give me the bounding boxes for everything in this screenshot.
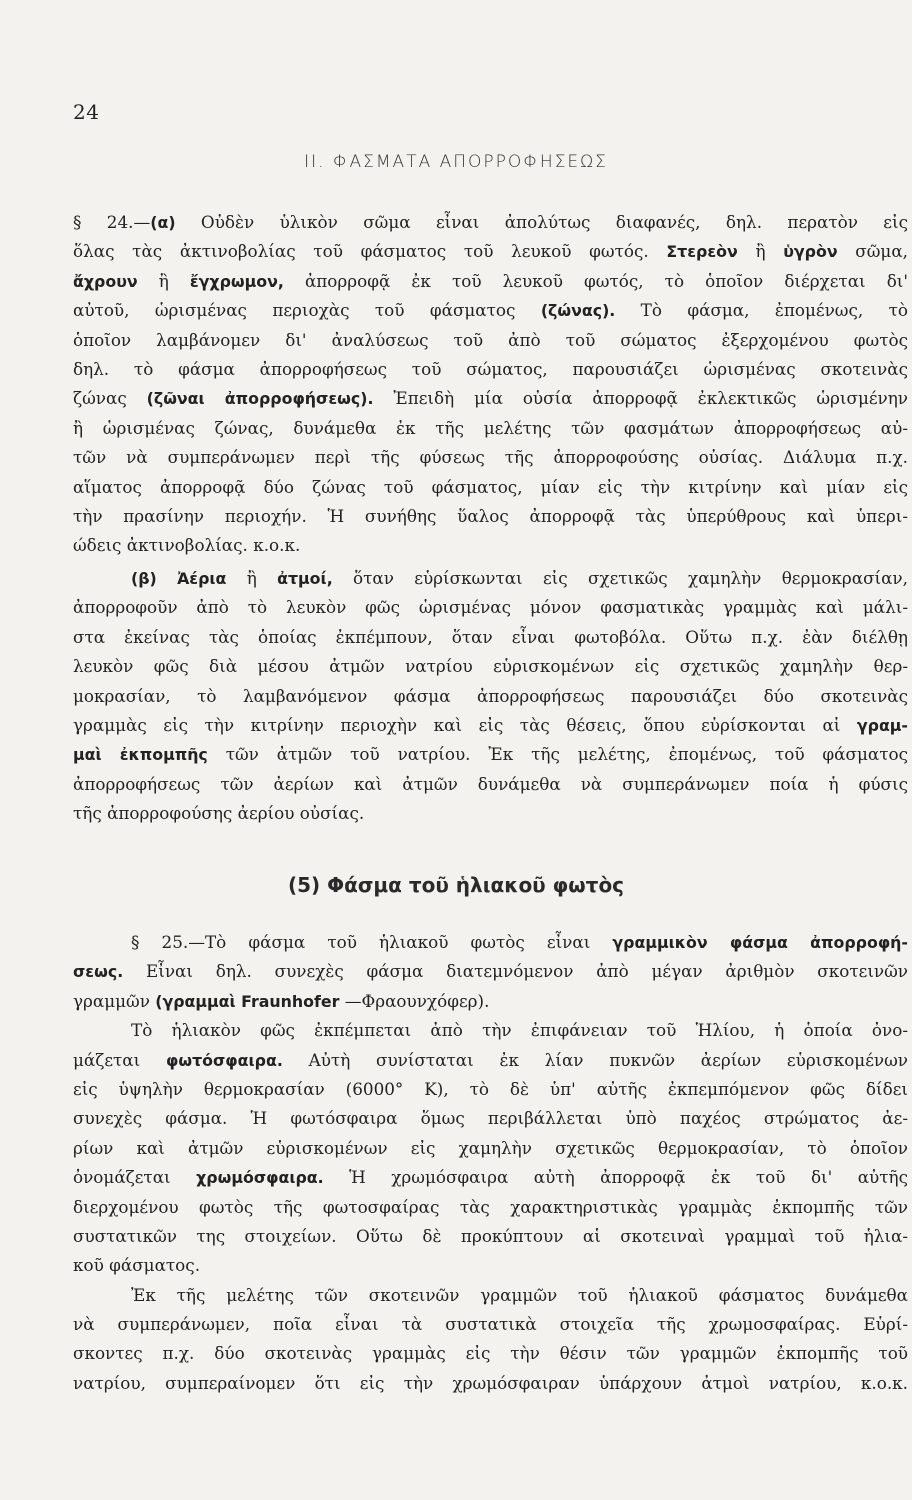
text-line (73, 799, 908, 828)
bold-term: ὑγρὸν (783, 242, 838, 262)
text-run: συστατικῶν της στοιχείων. Οὕτω δὲ προκύπτουν αἱ σκοτειναὶ γραμμαὶ τοῦ ἡλια- (73, 1225, 908, 1246)
paragraph-24-alpha (73, 208, 908, 561)
text-run: τῶν ἀτμῶν τοῦ νατρίου. Ἐκ τῆς μελέτης, ἐπομένως, τοῦ φάσματος (207, 744, 908, 765)
text-line (73, 1104, 908, 1133)
text-run: Ἐπειδὴ μία οὐσία ἀπορροφᾷ ἐκλεκτικῶς ὡρισμένην (373, 388, 908, 409)
text-run: τῶν νὰ συμπεράνωμεν περὶ τῆς φύσεως τῆς ἀπορροφούσης οὐσίας. Διάλυμα π.χ. (73, 447, 908, 468)
text-run: Αὐτὴ συνίσταται ἐκ λίαν πυκνῶν ἀερίων εὑρισκομένων (282, 1049, 908, 1070)
text-line (73, 1339, 908, 1368)
text-run: γραμμὰς εἰς τὴν κιτρίνην περιοχὴν καὶ εἰς τὰς θέσεις, ὅπου εὑρίσκονται αἱ (73, 714, 857, 735)
text-run: ώδεις ἀκτινοβολίας. κ.ο.κ. (73, 535, 301, 556)
bold-term: (ζῶναι ἀπορροφήσεως). (146, 389, 374, 409)
text-run: Ἐκ τῆς μελέτης τῶν σκοτεινῶν γραμμῶν τοῦ ἡλιακοῦ φάσματος δυνάμεθα (131, 1284, 908, 1305)
text-run: ἢ (226, 568, 278, 588)
text-line (73, 531, 908, 560)
paragraph-24-beta (73, 564, 908, 829)
text-line (73, 267, 908, 296)
text-run: σκοντες π.χ. δύο σκοτεινὰς γραμμὰς εἰς τὴν θέσιν τῶν γραμμῶν ἐκπομπῆς τοῦ (73, 1343, 908, 1364)
paragraph-25 (73, 928, 908, 1398)
text-run: στα ἐκείνας τὰς ὁποίας ἐκπέμπουν, ὅταν εἶναι φωτοβόλα. Οὕτω π.χ. ἐὰν διέλθῃ (73, 626, 908, 647)
text-run: Οὐδὲν ὑλικὸν σῶμα εἶναι ἀπολύτως διαφανές, δηλ. περατὸν εἰς (175, 212, 908, 232)
text-run: ἢ (137, 270, 190, 291)
text-run: ὁποῖον λαμβάνομεν δι' ἀναλύσεως τοῦ ἀπὸ τοῦ σώματος ἐξερχομένου φωτὸς (73, 329, 908, 350)
text-run: § 25.—Τὸ φάσμα τοῦ ἡλιακοῦ φωτὸς εἶναι (131, 932, 613, 952)
text-line (73, 414, 908, 443)
text-run: αἵματος ἀπορροφᾷ δύο ζώνας τοῦ φάσματος, μίαν εἰς τὴν κιτρίνην καὶ μίαν εἰς (73, 476, 908, 497)
text-run: ρίων καὶ ἀτμῶν εὑρισκομένων εἰς χαμηλὴν σχετικῶς θερμοκρασίαν, τὸ ὁποῖον (73, 1137, 908, 1158)
text-line (73, 928, 908, 957)
text-line (73, 1281, 908, 1310)
bold-term: μαὶ ἐκπομπῆς (73, 745, 208, 765)
subheading-solar-spectrum: (5) Φάσμα τοῦ ἡλιακοῦ φωτὸς (287, 873, 625, 897)
page-number: 24 (73, 100, 100, 124)
text-line (73, 1310, 908, 1339)
bold-term: φωτόσφαιρα. (165, 1050, 283, 1070)
text-run: ὅταν εὑρίσκωνται εἰς σχετικῶς χαμηλὴν θερμοκρασίαν, (332, 568, 908, 588)
text-run: τὴν πρασίνην περιοχήν. Ἡ συνήθης ὕαλος ἀπορροφᾷ τὰς ὑπερύθρους καὶ ὑπερι- (73, 505, 908, 526)
bold-term: Στερεὸν (666, 242, 738, 262)
text-run: αὐτοῦ, ὡρισμένας περιοχὰς τοῦ φάσματος (73, 300, 541, 321)
text-line (73, 682, 908, 711)
bold-term: γραμμικὸν φάσμα ἀπορροφή- (612, 933, 908, 952)
bold-term: (β) (131, 569, 157, 588)
text-line (73, 564, 908, 593)
bold-term: (ζώνας). (540, 301, 616, 321)
bold-term: σεως. (73, 962, 124, 982)
bold-term: (γραμμαὶ Fraunhofer (155, 991, 340, 1011)
text-line (73, 1016, 908, 1045)
text-line (73, 1193, 908, 1222)
text-run: ἢ (737, 241, 784, 262)
text-run: τῆς ἀπορροφούσης ἀερίου οὐσίας. (73, 803, 365, 824)
text-run: ἀπορροφοῦν ἀπὸ τὸ λευκὸν φῶς ὡρισμένας μόνον φασματικὰς γραμμὰς καὶ μάλι- (73, 597, 908, 618)
text-line (73, 711, 908, 740)
text-line (73, 623, 908, 652)
text-run: Τὸ ἡλιακὸν φῶς ἐκπέμπεται ἀπὸ τὴν ἐπιφάνειαν τοῦ Ἡλίου, ἡ ὁποία ὀνο- (131, 1020, 908, 1041)
text-run: ἢ ὡρισμένας ζώνας, δυνάμεθα ἐκ τῆς μελέτης τῶν φασμάτων ἀπορροφήσεως αὐ- (73, 417, 908, 438)
text-line (73, 443, 908, 472)
bold-term: (α) (150, 213, 176, 232)
text-run: ἀπορροφᾷ ἐκ τοῦ λευκοῦ φωτός, τὸ ὁποῖον διέρχεται δι' (283, 270, 908, 291)
text-run: σῶμα, (837, 241, 908, 262)
bold-term: ἀτμοί, (277, 569, 333, 588)
text-run: λευκὸν φῶς διὰ μέσου ἀτμῶν νατρίου εὑρισκομένων εἰς σχετικῶς χαμηλὴν θερ- (73, 656, 908, 677)
text-line (73, 296, 908, 325)
text-run: συνεχὲς φάσμα. Ἡ φωτόσφαιρα ὅμως περιβάλλεται ὑπὸ παχέος στρώματος ἀε- (73, 1108, 908, 1129)
text-line (73, 1163, 908, 1192)
text-line (73, 740, 908, 769)
text-line (73, 1134, 908, 1163)
text-run: ὅλας τὰς ἀκτινοβολίας τοῦ φάσματος τοῦ λευκοῦ φωτός. (73, 241, 667, 262)
text-run: μάζεται (73, 1049, 166, 1070)
text-line (73, 1075, 908, 1104)
text-line (73, 652, 908, 681)
text-run: —Φραουνχόφερ). (339, 990, 490, 1011)
text-line (73, 384, 908, 413)
text-line (73, 1222, 908, 1251)
text-line (73, 1046, 908, 1075)
text-line (73, 1251, 908, 1280)
text-line (73, 957, 908, 986)
text-run: κοῦ φάσματος. (73, 1255, 201, 1276)
text-run: ἀπορροφήσεως τῶν ἀερίων καὶ ἀτμῶν δυνάμεθα νὰ συμπεράνωμεν ποία ἡ φύσις (73, 773, 908, 794)
text-run: εἰς ὑψηλὴν θερμοκρασίαν (6000° K), τὸ δὲ ὑπ' αὐτῆς ἐκπεμπόμενον φῶς δίδει (73, 1078, 908, 1099)
text-line (73, 473, 908, 502)
text-line (73, 502, 908, 531)
text-line (73, 326, 908, 355)
text-line (73, 987, 908, 1016)
text-line (73, 237, 908, 266)
bold-term: ἄχρουν (73, 271, 138, 291)
text-line (73, 593, 908, 622)
text-run: διερχομένου φωτὸς τῆς φωτοσφαίρας τὰς χαρακτηριστικὰς γραμμὰς ἐκπομπῆς τῶν (73, 1196, 908, 1217)
text-run: ὀνομάζεται (73, 1167, 197, 1188)
text-run: § 24.— (73, 212, 151, 232)
text-line (73, 1369, 908, 1398)
text-run: Ἡ χρωμόσφαιρα αὐτὴ ἀπορροφᾷ ἐκ τοῦ δι' αὐτῆς (323, 1167, 908, 1188)
section-heading: II. ΦΑΣΜΑΤΑ ΑΠΟΡΡΟΦΗΣΕΩΣ (304, 152, 608, 172)
text-line (73, 355, 908, 384)
text-run: δηλ. τὸ φάσμα ἀπορροφήσεως τοῦ σώματος, παρουσιάζει ὡρισμένας σκοτεινὰς (73, 358, 908, 379)
text-run: νὰ συμπεράνωμεν, ποῖα εἶναι τὰ συστατικὰ στοιχεῖα τῆς χρωμοσφαίρας. Εὑρί- (73, 1314, 908, 1335)
text-run: νατρίου, συμπεραίνομεν ὅτι εἰς τὴν χρωμόσφαιραν ὑπάρχουν ἀτμοὶ νατρίου, κ.ο.κ. (73, 1372, 908, 1393)
bold-term: Ἀέρια (177, 569, 227, 588)
bold-term: γραμ- (856, 715, 908, 735)
bold-term: χρωμόσφαιρα. (196, 1168, 324, 1188)
bold-term: ἔγχρωμον, (189, 271, 284, 291)
text-run: ζώνας (73, 388, 147, 409)
text-run: Τὸ φάσμα, ἐπομένως, τὸ (615, 300, 908, 321)
text-run (157, 568, 177, 588)
text-run: Εἶναι δηλ. συνεχὲς φάσμα διατεμνόμενον ἀπὸ μέγαν ἀριθμὸν σκοτεινῶν (123, 961, 908, 982)
text-run: γραμμῶν (73, 990, 156, 1011)
text-line (73, 770, 908, 799)
text-run: μοκρασίαν, τὸ λαμβανόμενον φάσμα ἀπορροφήσεως παρουσιάζει δύο σκοτεινὰς (73, 685, 908, 706)
text-line (73, 208, 908, 237)
